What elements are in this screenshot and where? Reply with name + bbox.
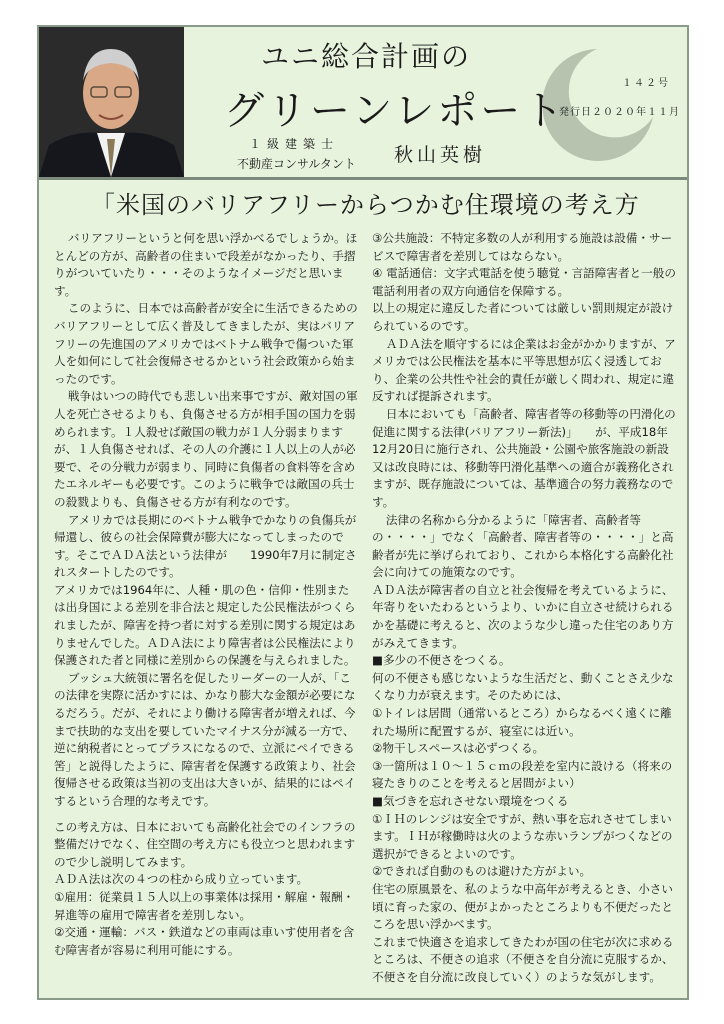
paragraph: バリアフリーというと何を思い浮かべるでしょうか。ほとんどの方が、高齢者の住まいで段差がなかったり、手摺りがついていたり・・・そのようなイメージだと思います。	[54, 231, 358, 298]
paragraph: 何の不便さも感じないような生活だと、動くことさえ少なくなり力が衰えます。そのためには、	[372, 670, 674, 703]
section-heading: ■気づきを忘れさせない環境をつくる	[372, 794, 569, 808]
list-item: ①トイレは居間（通常いるところ）からなるべく遠くに離れた場所に配置するが、寝室には近い。	[372, 706, 672, 738]
list-item: ①ＩＨのレンジは安全ですが、熱い事を忘れさせてしまいます。ＩＨが稼働時は火のような赤いランプがつくなどの選択ができるとよいのです。	[372, 811, 673, 861]
paragraph: 法律の名称から分かるように「障害者、高齢者等の・・・・」でなく「高齢者、障害者等の・・・・」と高齢者が先に挙げられており、これから本格化する高齢化社会に向けての施策なのです。	[372, 512, 674, 580]
author-role: 不動産コンサルタント	[237, 157, 356, 171]
article-column-left	[54, 230, 359, 959]
author-name: 秋山英樹	[394, 144, 487, 166]
masthead	[39, 27, 687, 180]
list-item: ②物干しスペースは必ずつくる。	[372, 741, 545, 756]
paragraph: 日本においても「高齢者、障害者等の移動等の円滑化の促進に関する法律(バリアフリー新法)」 が、平成18年12月20日に施行され、公共施設・公園や旅客施設の新設又は改良時には、移動等円滑化基準への適合が義務化されますが、既存施設については、基準適合の努力義務なのです。	[372, 406, 676, 509]
newsletter-page	[37, 25, 689, 1000]
section-heading: ■多少の不便さをつくる。	[372, 653, 511, 668]
paragraph: これまで快適さを追求してきたわが国の住宅が次に求めるところは、不便さの追求（不便さを自分流に克服するか、不便さを自分流に改良していく）のような気がします。	[372, 934, 674, 984]
paragraph: 戦争はいつの時代でも悲しい出来事ですが、敵対国の軍人を死亡させるよりも、負傷させる方が相手国の国力を弱められます。１人殺せば敵国の戦力が１人分弱まりますが、１人負傷させれば、その人の介護に１人以上の人が必要で、その分戦力が弱まり、同時に負傷者の食料等を含めたエネルギーも必要です。このように戦争では敵国の兵士の殺戮よりも、負傷させる方が有利なのです。	[54, 389, 358, 509]
list-item: ①雇用：従業員１５人以上の事業体は採用・解雇・報酬・昇進等の雇用で障害者を差別しない。	[54, 889, 355, 922]
list-item: ③公共施設：不特定多数の人が利用する施設は設備・サービスで障害者を差別してはならない。	[372, 231, 673, 263]
paragraph: ＡＤＡ法を順守するには企業はお金がかかりますが、アメリカでは公民権法を基本に平等思想が広く浸透しており、企業の公共性や社会的責任が厳しく問われ、規定に違反すれば提訴されます。	[372, 336, 676, 404]
paragraph: 住宅の原風景を、私のような中高年が考えるとき、小さい頃に育った家の、便がよかったところよりも不便だったところを思い浮かべます。	[372, 881, 673, 932]
paragraph: ＡＤＡ法が障害者の自立と社会復帰を考えているように、年寄りをいたわるというより、いかに自立させ続けられるかを基礎に考えると、次のような少し違った住宅のあり方がみえてきます。	[372, 582, 674, 650]
author-qualification: １級建築士	[249, 137, 340, 151]
paragraph: このように、日本では高齢者が安全に生活できるためのバリアフリーとして広く普及してきましたが、実はバリアフリーの先進国のアメリカではベトナム戦争で傷ついた軍人を如何にして社会復帰させるかという社会政策から始まったのです。	[54, 301, 358, 386]
list-item: ②交通・運輸：バス・鉄道などの車両は車いす使用者を含む障害者が容易に利用可能にする。	[54, 925, 355, 957]
list-item: ②できれば自動のものは避けた方がよい。	[372, 864, 592, 879]
list-item: ③一箇所は１０～１５ｃｍの段差を室内に設ける（将来の寝たきりのことを考えると居間がよい）	[372, 758, 673, 791]
newsletter-title-line2: グリーンレポート	[224, 88, 567, 134]
list-item: ④ 電話通信：文字式電話を使う聴覚・言語障害者と一般の電話利用者の双方向通信を保障する。	[372, 266, 676, 298]
article-headline: 「米国のバリアフリーからつかむ住環境の考え方	[91, 191, 640, 219]
paragraph: この考え方は、日本においても高齢化社会でのインフラの整備だけでなく、住空間の考え方にも役立つと思われますので少し説明してみます。	[54, 819, 356, 869]
author-portrait	[39, 27, 184, 177]
issue-number: １４２号	[622, 78, 670, 89]
paragraph: ブッシュ大統領に署名を促したリーダーの一人が、「この法律を実際に活かすには、かなり膨大な金額が必要になるだろう。だが、それにより働ける障害者が増えれば、今まで扶助的な支出を要していたマイナス分が減る一方で、逆に納税者にとってプラスになるので、立派にペイできる筈」と説得したように、障害者を保護する政策より、社会復帰させる政策は当初の支出は大きいが、結果的にはペイするという合理的な考えです。	[54, 670, 356, 808]
issue-date: 発行日２０２０年１１月	[559, 107, 680, 118]
paragraph: アメリカでは1964年に、人種・肌の色・信仰・性別または出身国による差別を非合法と規定した公民権法がつくられましたが、障害を持つ者に対する差別に関する規定はありませんでした。ＡＤＡ法により障害者は公民権法により保護された者と同様に差別からの保護を与えられました。	[54, 582, 356, 668]
paragraph: 以上の規定に違反した者については厳しい罰則規定が設けられているのです。	[372, 301, 674, 333]
newsletter-title-line1: ユニ総合計画の	[261, 40, 472, 73]
paragraph: アメリカでは長期にのベトナム戦争でかなりの負傷兵が帰還し、彼らの社会保障費が膨大になってしまったのです。そこでＡＤＡ法という法律が 1990年7月に制定されスタートしたのです。	[54, 512, 357, 580]
article-column-right	[372, 230, 679, 987]
paragraph: ＡＤＡ法は次の４つの柱から成り立っています。	[54, 872, 309, 887]
